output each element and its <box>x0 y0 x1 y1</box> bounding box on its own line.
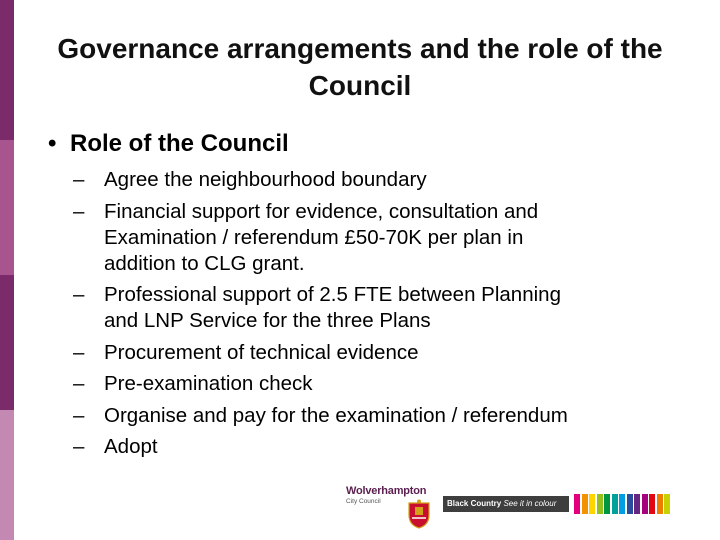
sub-bullet-list <box>73 167 673 466</box>
item-line: Procurement of technical evidence <box>104 340 419 364</box>
black-country-tagline: See it in colour <box>503 499 557 508</box>
bullet-marker: • <box>48 130 57 157</box>
colour-bar <box>619 494 625 514</box>
strip-segment <box>0 140 14 275</box>
item-line: Financial support for evidence, consultation and <box>104 199 539 223</box>
item-line: Agree the neighbourhood boundary <box>104 168 427 191</box>
item-line: Professional support of 2.5 FTE between Planning <box>104 283 561 306</box>
list-item <box>73 199 673 277</box>
list-item <box>73 282 673 334</box>
colour-bar <box>657 494 663 514</box>
colour-bar <box>627 494 633 514</box>
main-bullet-text: Role of the Council <box>70 130 289 157</box>
item-line: addition to CLG grant. <box>104 251 305 275</box>
item-line: Organise and pay for the examination / referendum <box>104 403 568 427</box>
colour-bar <box>574 494 580 514</box>
colour-bar <box>589 494 595 514</box>
main-bullet <box>48 129 289 159</box>
wolverhampton-subtitle: City Council <box>346 498 381 505</box>
dash-marker: – <box>73 283 85 306</box>
colour-bar <box>642 494 648 514</box>
wolverhampton-name: Wolverhampton <box>346 485 427 497</box>
list-item <box>73 371 673 397</box>
colour-bar <box>649 494 655 514</box>
dash-marker: – <box>73 403 85 427</box>
item-line: Pre-examination check <box>104 372 313 395</box>
dash-marker: – <box>73 435 85 458</box>
colour-bar <box>582 494 588 514</box>
item-line: and LNP Service for the three Plans <box>104 309 431 332</box>
dash-marker: – <box>73 340 85 364</box>
side-color-strip <box>0 0 14 540</box>
dash-marker: – <box>73 199 85 223</box>
crest-icon <box>406 499 432 529</box>
dash-marker: – <box>73 168 85 191</box>
colour-bar <box>612 494 618 514</box>
list-item <box>73 340 673 366</box>
strip-segment <box>0 275 14 410</box>
strip-segment <box>0 410 14 540</box>
colour-bars-graphic <box>574 494 672 514</box>
wolverhampton-logo <box>346 485 438 531</box>
strip-segment <box>0 0 14 140</box>
colour-bar <box>634 494 640 514</box>
colour-bar <box>664 494 670 514</box>
dash-marker: – <box>73 372 85 395</box>
colour-bar <box>597 494 603 514</box>
item-line: Examination / referendum £50-70K per plan in <box>104 225 524 249</box>
list-item <box>73 167 673 193</box>
black-country-logo <box>443 496 569 512</box>
list-item <box>73 434 673 460</box>
colour-bar <box>604 494 610 514</box>
item-line: Adopt <box>104 435 158 458</box>
list-item <box>73 403 673 429</box>
slide-title: Governance arrangements and the role of the Council <box>57 33 663 101</box>
black-country-name: Black Country <box>447 499 502 508</box>
